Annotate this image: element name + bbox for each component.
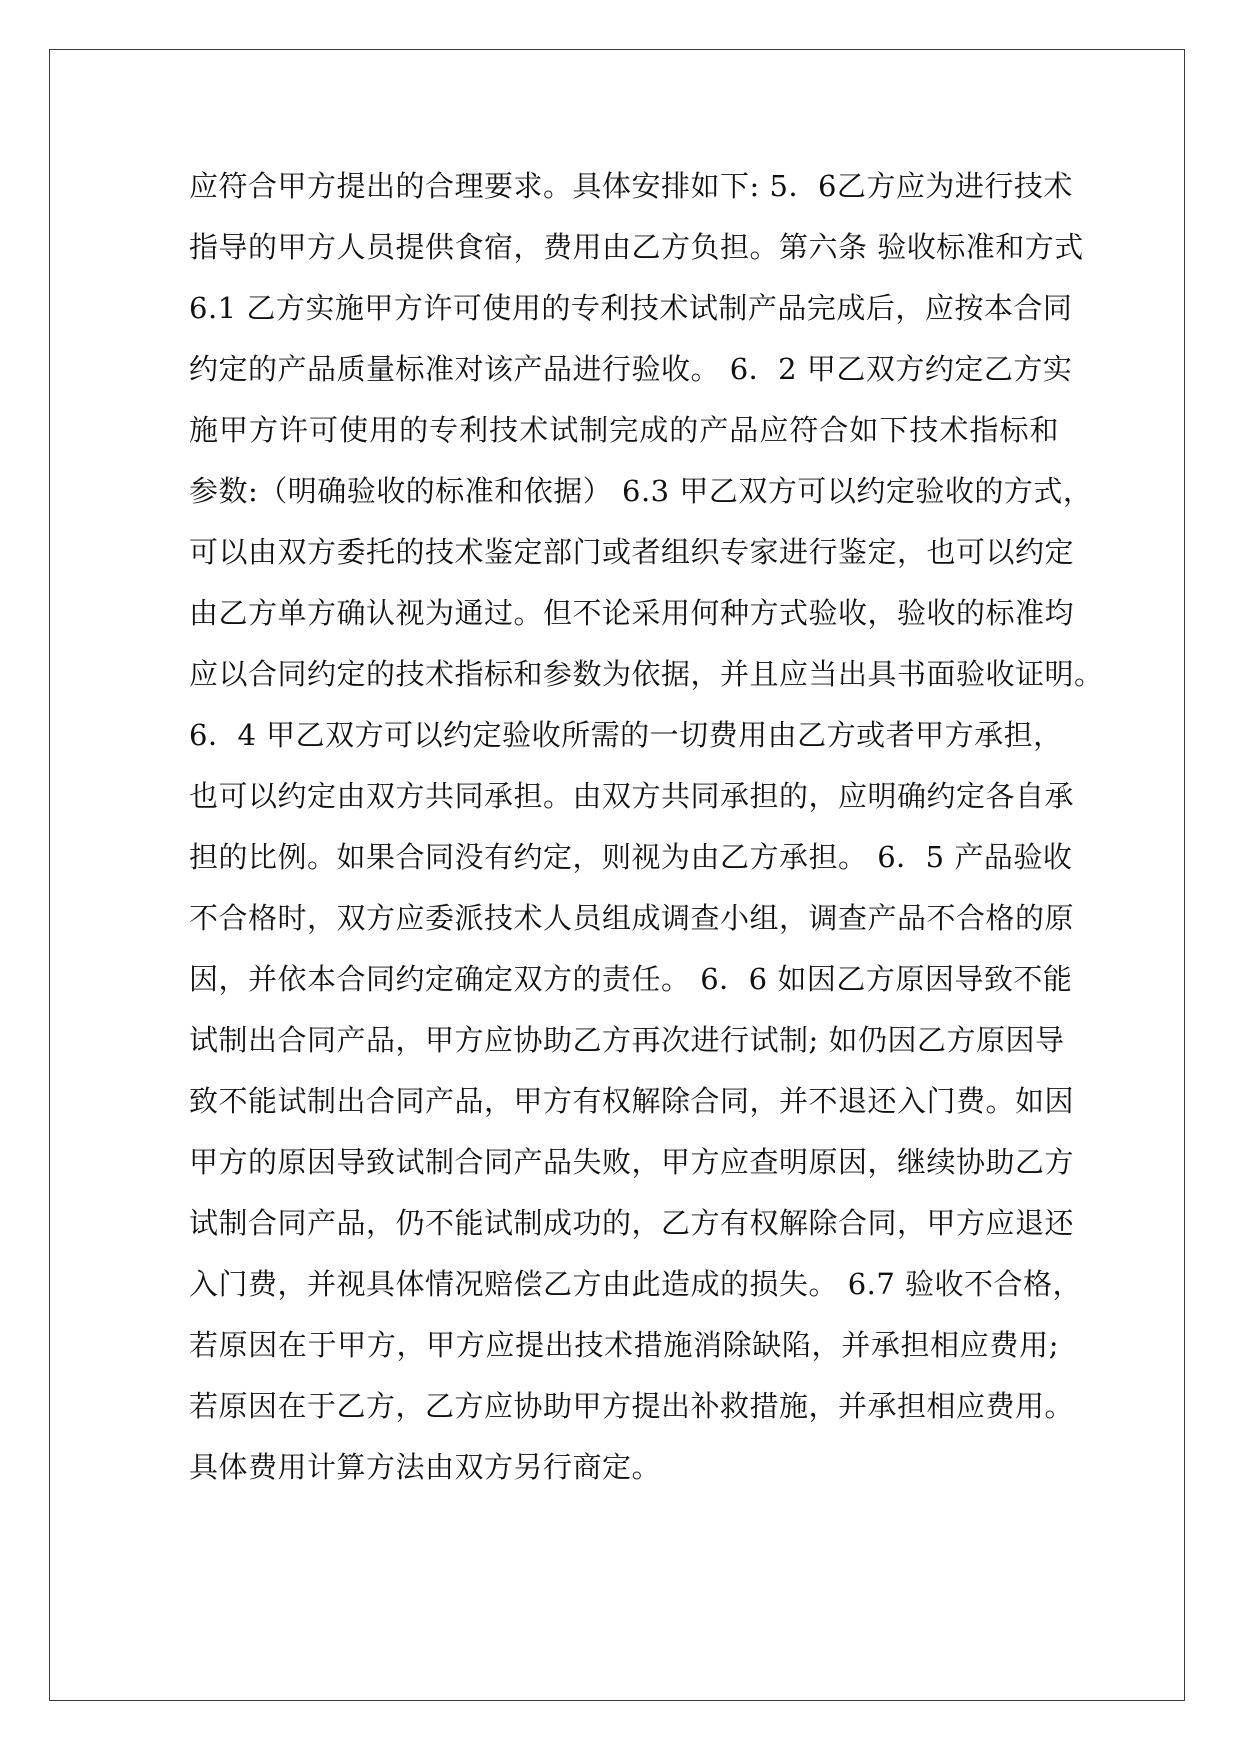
text-line-4: 约定的产品质量标准对该产品进行验收。 6．2 甲乙双方约定乙方实: [189, 352, 1073, 386]
text-line-15: 试制出合同产品，甲方应协助乙方再次进行试制; 如仍因乙方原因导: [189, 1023, 1065, 1057]
text-line-1: 应符合甲方提出的合理要求。具体安排如下: 5．6乙方应为进行技术: [189, 169, 1073, 203]
text-line-10: 6．4 甲乙双方可以约定验收所需的一切费用由乙方或者甲方承担，: [189, 718, 1063, 752]
text-line-2: 指导的甲方人员提供食宿，费用由乙方负担。第六条 验收标准和方式: [189, 230, 1084, 264]
text-line-11: 也可以约定由双方共同承担。由双方共同承担的，应明确约定各自承: [189, 779, 1075, 813]
text-line-13: 不合格时，双方应委派技术人员组成调查小组，调查产品不合格的原: [189, 901, 1075, 935]
text-line-8: 由乙方单方确认视为通过。但不论采用何种方式验收，验收的标准均: [189, 596, 1075, 630]
text-line-14: 因，并依本合同约定确定双方的责任。 6．6 如因乙方原因导致不能: [189, 962, 1073, 996]
text-line-17: 甲方的原因导致试制合同产品失败，甲方应查明原因，继续协助乙方: [189, 1145, 1075, 1179]
text-line-20: 若原因在于甲方，甲方应提出技术措施消除缺陷，并承担相应费用;: [189, 1328, 1059, 1362]
text-line-22: 具体费用计算方法由双方另行商定。: [189, 1450, 662, 1484]
document-body: [189, 156, 1104, 1498]
text-line-12: 担的比例。如果合同没有约定，则视为由乙方承担。 6．5 产品验收: [189, 840, 1073, 874]
text-line-6: 参数:（明确验收的标准和依据） 6.3 甲乙双方可以约定验收的方式，: [189, 474, 1093, 508]
text-line-9: 应以合同约定的技术指标和参数为依据，并且应当出具书面验收证明。: [189, 657, 1104, 691]
text-line-19: 入门费，并视具体情况赔偿乙方由此造成的损失。 6.7 验收不合格，: [189, 1267, 1083, 1301]
text-line-7: 可以由双方委托的技术鉴定部门或者组织专家进行鉴定，也可以约定: [189, 535, 1075, 569]
text-line-16: 致不能试制出合同产品，甲方有权解除合同，并不退还入门费。如因: [189, 1084, 1075, 1118]
text-line-5: 施甲方许可使用的专利技术试制完成的产品应符合如下技术指标和: [189, 413, 1059, 447]
text-line-21: 若原因在于乙方，乙方应协助甲方提出补救措施，并承担相应费用。: [189, 1389, 1075, 1423]
text-line-18: 试制合同产品，仍不能试制成功的，乙方有权解除合同，甲方应退还: [189, 1206, 1075, 1240]
text-line-3: 6.1 乙方实施甲方许可使用的专利技术试制产品完成后，应按本合同: [189, 291, 1073, 325]
